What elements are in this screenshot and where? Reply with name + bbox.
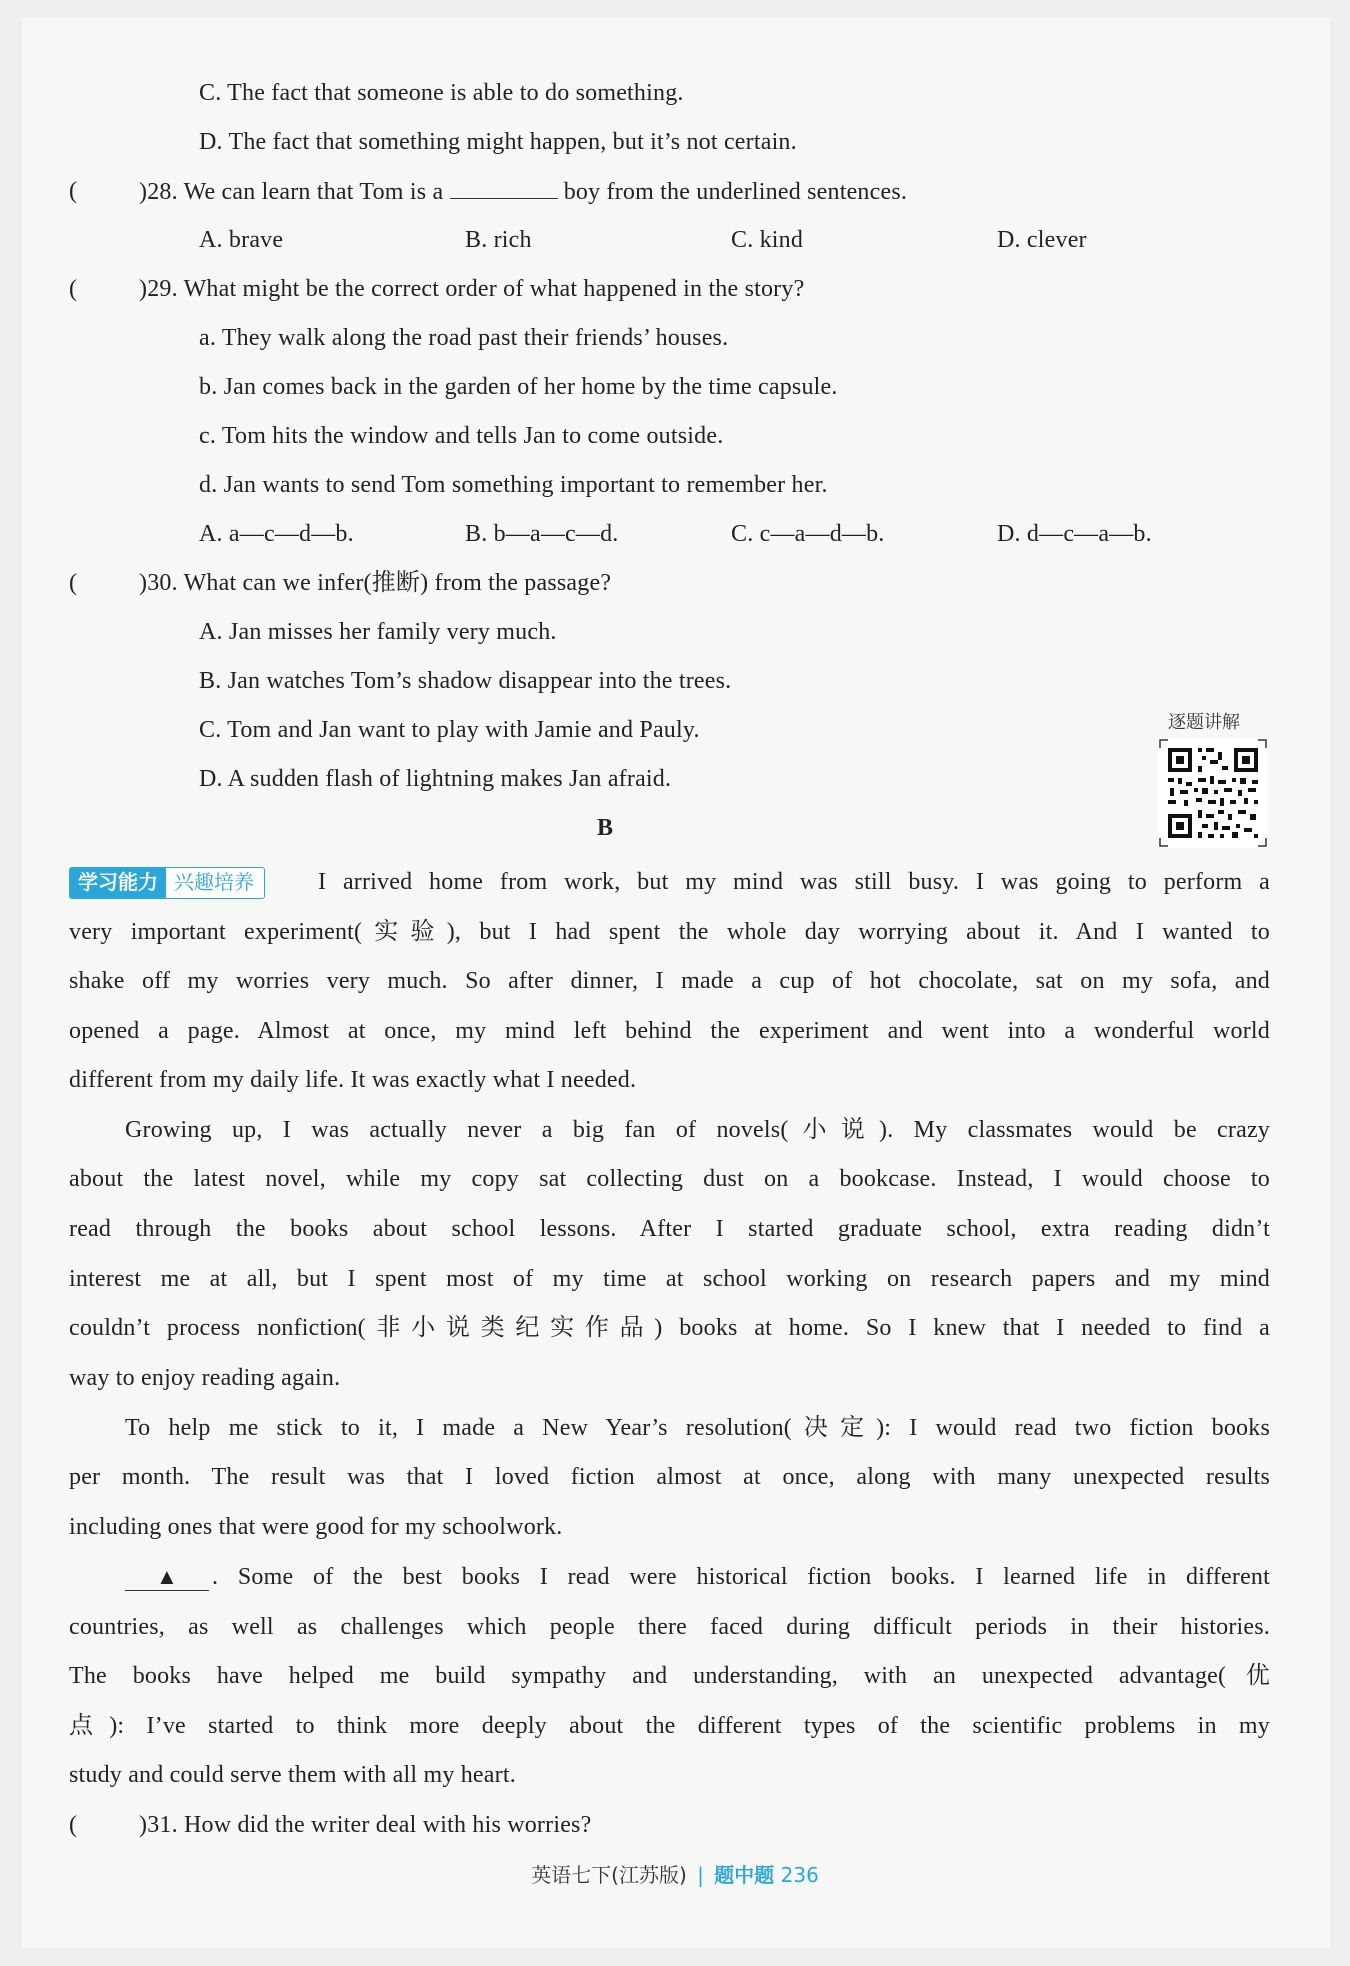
q28-option-a: A. brave bbox=[199, 227, 284, 253]
q27-option-c: C. The fact that someone is able to do something. bbox=[199, 80, 684, 106]
q27-option-d: D. The fact that something might happen, but it’s not certain. bbox=[199, 129, 797, 155]
q29-item-a: a. They walk along the road past their friends’ houses. bbox=[199, 325, 729, 351]
passage-p1-line-2: very important experiment(实验), but I had spent the whole day worrying about it. And I wanted to bbox=[69, 919, 1270, 945]
q30-option-c: C. Tom and Jan want to play with Jamie and Pauly. bbox=[199, 717, 700, 743]
page-number: 236 bbox=[780, 1863, 819, 1887]
q31-stem-text: How did the writer deal with his worries? bbox=[184, 1812, 592, 1838]
footer-separator: | bbox=[697, 1863, 704, 1887]
footer-brand: 题中题 bbox=[714, 1863, 775, 1887]
passage-p4-line-5: study and could serve them with all my heart. bbox=[69, 1762, 516, 1788]
passage-p3-line-2: per month. The result was that I loved fiction almost at once, along with many unexpected results bbox=[69, 1464, 1270, 1490]
triangle-marker: ▲ bbox=[156, 1564, 178, 1589]
q29-item-c: c. Tom hits the window and tells Jan to come outside. bbox=[199, 423, 724, 449]
passage-p2-line-4: interest me at all, but I spent most of my time at school working on research papers and my mind bbox=[69, 1266, 1270, 1292]
q29-stem bbox=[139, 274, 804, 304]
section-title: B bbox=[597, 815, 614, 841]
passage-p3-line-3: including ones that were good for my schoolwork. bbox=[69, 1514, 563, 1540]
q30-answer-paren[interactable]: ( bbox=[69, 570, 77, 596]
q31-stem bbox=[139, 1810, 591, 1840]
q28-blank bbox=[450, 176, 558, 199]
passage-p1-line-1: I arrived home from work, but my mind was still busy. I was going to perform a bbox=[318, 869, 1270, 895]
q28-option-c: C. kind bbox=[731, 227, 804, 253]
q31-number: )31. bbox=[139, 1812, 178, 1838]
passage-p2-line-1: Growing up, I was actually never a big fan of novels(小说). My classmates would be crazy bbox=[125, 1117, 1270, 1143]
section-badge bbox=[69, 867, 265, 899]
badge-secondary: 兴趣培养 bbox=[166, 868, 264, 898]
q28-stem-after: boy from the underlined sentences. bbox=[563, 179, 908, 205]
q30-option-d: D. A sudden flash of lightning makes Jan afraid. bbox=[199, 766, 672, 792]
q30-number: )30. bbox=[139, 570, 178, 596]
q29-item-b: b. Jan comes back in the garden of her home by the time capsule. bbox=[199, 374, 838, 400]
passage-p2-line-3: read through the books about school lessons. After I started graduate school, extra reading didn’t bbox=[69, 1216, 1270, 1242]
badge-primary: 学习能力 bbox=[70, 868, 166, 898]
q29-stem-text: What might be the correct order of what happened in the story? bbox=[183, 276, 805, 302]
q29-option-a: A. a—c—d—b. bbox=[199, 521, 354, 547]
q30-option-b: B. Jan watches Tom’s shadow disappear into the trees. bbox=[199, 668, 732, 694]
footer-book: 英语七下(江苏版) bbox=[531, 1863, 687, 1887]
passage-p2-line-5: couldn’t process nonfiction(非小说类纪实作品) books at home. So I knew that I needed to find a bbox=[69, 1315, 1270, 1341]
q31-answer-paren[interactable]: ( bbox=[69, 1812, 77, 1838]
q30-stem-text: What can we infer(推断) from the passage? bbox=[183, 570, 612, 596]
q29-option-d: D. d—c—a—b. bbox=[997, 521, 1152, 547]
q29-option-c: C. c—a—d—b. bbox=[731, 521, 885, 547]
passage-p1-line-5: different from my daily life. It was exactly what I needed. bbox=[69, 1067, 637, 1093]
q28-stem bbox=[139, 176, 907, 207]
q30-option-a: A. Jan misses her family very much. bbox=[199, 619, 557, 645]
passage-p2-line-6: way to enjoy reading again. bbox=[69, 1365, 341, 1391]
passage-p1-line-3: shake off my worries very much. So after dinner, I made a cup of hot chocolate, sat on my sofa, and bbox=[69, 968, 1270, 994]
triangle-blank bbox=[125, 1562, 209, 1591]
q29-item-d: d. Jan wants to send Tom something important to remember her. bbox=[199, 472, 828, 498]
passage-p2-line-2: about the latest novel, while my copy sat collecting dust on a bookcase. Instead, I would choose to bbox=[69, 1166, 1270, 1192]
q29-option-b: B. b—a—c—d. bbox=[465, 521, 619, 547]
q29-answer-paren[interactable]: ( bbox=[69, 276, 77, 302]
passage-p4-line-2: countries, as well as challenges which people there faced during difficult periods in their histories. bbox=[69, 1614, 1270, 1640]
passage-p3-line-1: To help me stick to it, I made a New Year’s resolution(决定): I would read two fiction books bbox=[125, 1415, 1270, 1441]
q28-option-b: B. rich bbox=[465, 227, 532, 253]
q28-stem-before: We can learn that Tom is a bbox=[183, 179, 444, 205]
qr-code-icon[interactable] bbox=[1158, 738, 1268, 848]
qr-label: 逐题讲解 bbox=[1168, 712, 1240, 733]
passage-p4-line-3: The books have helped me build sympathy and understanding, with an unexpected advantage(优 bbox=[69, 1663, 1270, 1689]
passage-p1-line-4: opened a page. Almost at once, my mind left behind the experiment and went into a wonderful world bbox=[69, 1018, 1270, 1044]
q29-number: )29. bbox=[139, 276, 178, 302]
passage-p4-line-4: 点): I’ve started to think more deeply about the different types of the scientific problems in my bbox=[69, 1713, 1270, 1739]
q28-answer-paren[interactable]: ( bbox=[69, 178, 77, 204]
q30-stem bbox=[139, 568, 611, 598]
q28-number: )28. bbox=[139, 179, 178, 205]
passage-p4-blank bbox=[125, 1562, 209, 1592]
passage-p4-line-1: . Some of the best books I read were historical fiction books. I learned life in different bbox=[212, 1564, 1270, 1590]
q28-option-d: D. clever bbox=[997, 227, 1087, 253]
page-footer bbox=[0, 1862, 1350, 1888]
